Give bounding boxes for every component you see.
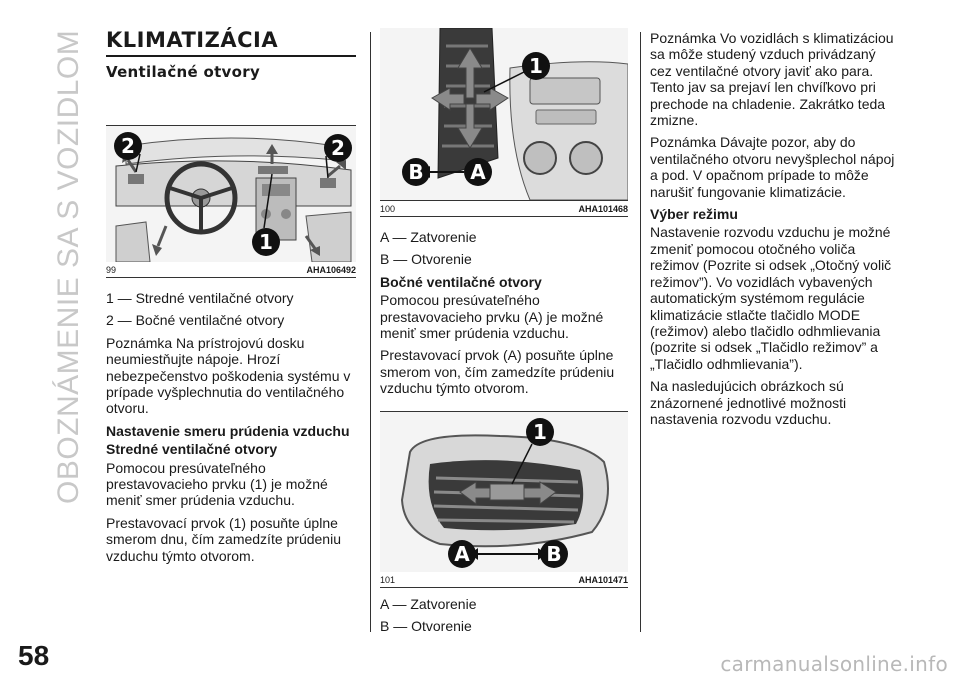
figure-caption [380,200,628,217]
figure-caption [106,262,356,278]
callout-2-left: 2 [121,134,135,158]
legend-item-a: A — Zatvorenie [380,229,477,245]
column-right [650,30,900,433]
callout-a: A [470,160,486,184]
column-middle [380,28,628,640]
heading-center-vents: Stredné ventilačné otvory [106,441,278,458]
callout-b: B [408,160,424,184]
page-number: 58 [18,640,50,671]
watermark: carmanualsonline.info [720,652,948,676]
heading-airflow-direction: Nastavenie smeru prúdenia vzduchu [106,422,350,439]
column-divider-2 [640,32,641,632]
figure-caption [380,572,628,588]
heading-side-vents: Bočné ventilačné otvory [380,273,542,290]
paragraph-center-1: Pomocou presúvateľného prestavovacieho prvku (1) je možné meniť smer prúdenia vzduchu. [106,459,328,509]
figure-code: AHA106492 [306,265,356,275]
figure-code: AHA101468 [578,204,628,214]
figure-number: 101 [380,574,396,585]
legend-item-a-2: A — Zatvorenie [380,595,477,612]
side-vent-illustration [380,28,628,200]
dashboard-drawing [106,126,356,262]
figure-101 [380,411,628,588]
figure-99 [106,125,356,278]
paragraph-mode-2: Na nasledujúcich obrázkoch sú znázornené jednotlivé možnosti nastavenia rozvodu vzduchu. [650,378,847,427]
side-chapter-title: OBOZNÁMENIE SA S VOZIDLOM [52,30,85,505]
callout-2-right: 2 [331,136,345,160]
paragraph-side-1: Pomocou presúvateľného prestavovacieho prvku (A) je možné meniť smer prúdenia vzduchu. [380,292,604,342]
callout-1: 1 [529,54,543,78]
callout-b: B [546,541,562,566]
paragraph-mode-1: Nastavenie rozvodu vzduchu je možné zmeniť pomocou otočného voliča režimov (Pozrite si odsek „Otočný volič režimov”). Vo vozidlách vybavených automatickým systémom regulácie klimatizácie stlačte tlačidlo MODE (režimov) alebo tlačidlo odhmlievania (pozrite si odsek „Tlačidlo režimov” a „Tlačidlo odhmlievania”). [650,224,892,372]
subsection-title: Ventilačné otvory [106,63,261,81]
paragraph-side-2: Prestavovací prvok (A) posuňte úplne smerom von, čím zamedzíte prúdeniu vzduchu týmto otvorom. [380,347,615,397]
column-left [106,28,356,570]
vent-closeup-drawing [380,412,628,572]
callout-1: 1 [259,230,273,254]
callout-1: 1 [533,419,547,444]
note-paragraph: Poznámka Na prístrojovú dosku neumiestňujte nápoje. Hrozí nebezpečenstvo poškodenia systému v prípade vyšplechnutia do ventilačného otvoru. [106,334,351,417]
figure-number: 100 [380,204,396,214]
legend-item-b: B — Otvorenie [380,251,472,268]
section-title: KLIMATIZÁCIA [106,28,356,57]
note-condensation: Poznámka Vo vozidlách s klimatizáciou sa môže studený vzduch privádzaný cez ventilačné otvory javiť ako para. Tento jav sa prejaví len chvíľkovo pri prechode na chladenie. Zakrátko teda zmizne. [650,30,894,129]
dashboard-illustration [106,126,356,262]
figure-number: 99 [106,265,117,275]
column-divider-1 [370,32,371,632]
note-spill: Poznámka Dávajte pozor, aby do ventilačného otvoru nevyšplechol nápoj a pod. V opačnom prípade to môže narušiť fungovanie klimatizácie. [650,134,895,200]
legend-item-2: 2 — Bočné ventilačné otvory [106,312,285,329]
callout-a: A [454,541,470,566]
paragraph-center-2: Prestavovací prvok (1) posuňte úplne smerom dnu, čím zamedzíte prúdeniu vzduchu týmto otvorom. [106,514,341,564]
side-vent-drawing [380,28,628,200]
figure-code: AHA101471 [578,574,628,585]
legend-item-b-2: B — Otvorenie [380,618,472,635]
heading-mode-selection: Výber režimu [650,206,738,223]
legend-item-1: 1 — Stredné ventilačné otvory [106,290,294,306]
vent-closeup-illustration [380,412,628,572]
